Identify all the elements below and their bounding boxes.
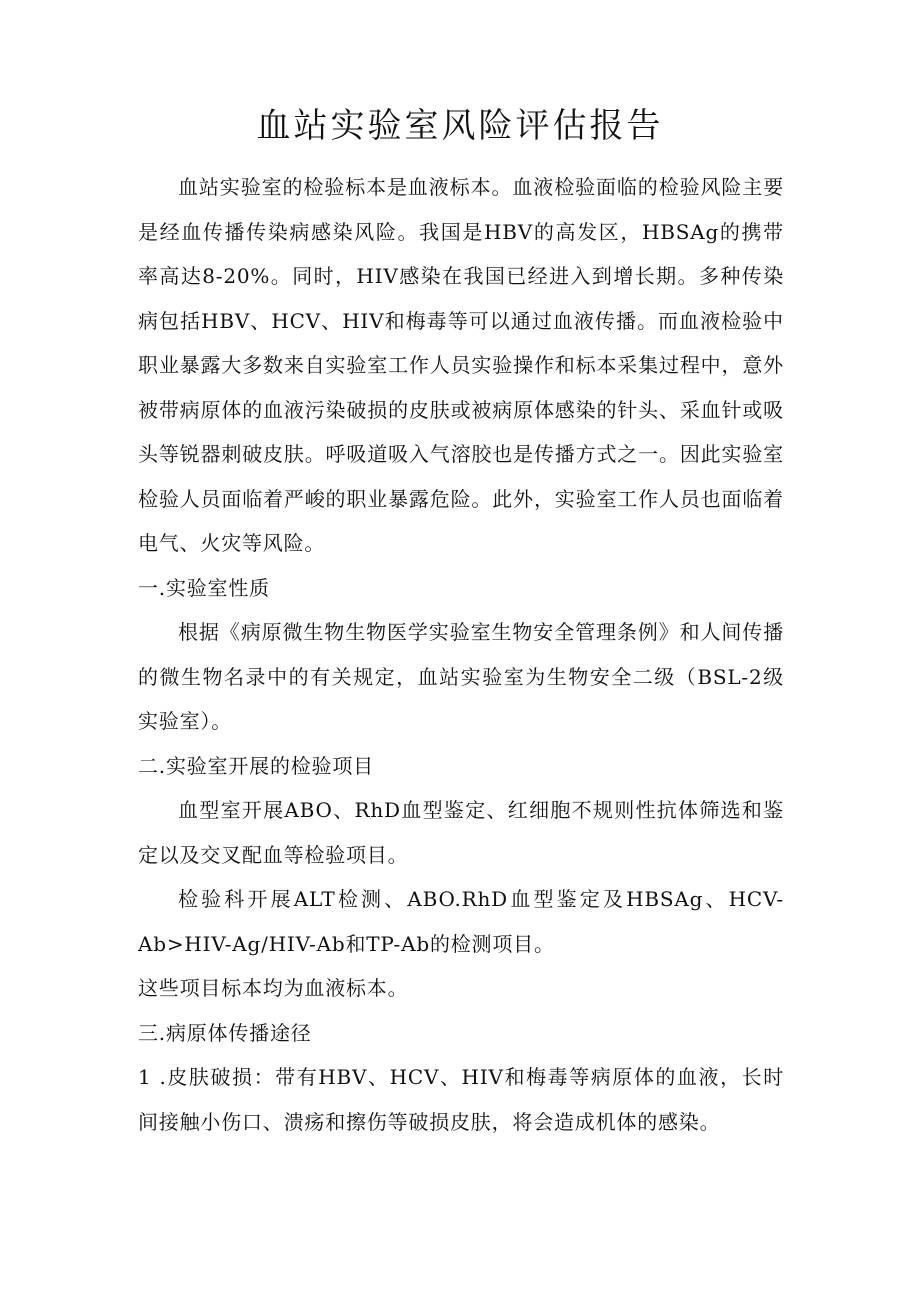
section-1-paragraph: 根据《病原微生物生物医学实验室生物安全管理条例》和人间传播的微生物名录中的有关规定，血站实验室为生物安全二级（BSL-2级实验室）。 [138,620,784,733]
document-title: 血站实验室风险评估报告 [256,106,664,146]
section-2-paragraph-1: 血型室开展ABO、RhD血型鉴定、红细胞不规则性抗体筛选和鉴定以及交叉配血等检验项目。 [138,798,784,867]
section-3-item-1: 1 .皮肤破损：带有HBV、HCV、HIV和梅毒等病原体的血液，长时间接触小伤口、溃疡和擦伤等破损皮肤，将会造成机体的感染。 [138,1065,784,1134]
document-body [138,165,784,1144]
section-2-heading: 二.实验室开展的检验项目 [138,753,374,778]
section-3-heading: 三.病原体传播途径 [138,1020,312,1045]
section-2-paragraph-3: 这些项目标本均为血液标本。 [138,976,409,1000]
section-2-paragraph-2: 检验科开展ALT检测、ABO.RhD血型鉴定及HBSAg、HCV-Ab>HIV-Ag/HIV-Ab和TP-Ab的检测项目。 [138,887,784,956]
intro-paragraph: 血站实验室的检验标本是血液标本。血液检验面临的检验风险主要是经血传播传染病感染风险。我国是HBV的高发区，HBSAg的携带率高达8-20%。同时，HIV感染在我国已经进入到增长期。多种传染病包括HBV、HCV、HIV和梅毒等可以通过血液传播。而血液检验中职业暴露大多数来自实验室工作人员实验操作和标本采集过程中，意外被带病原体的血液污染破损的皮肤或被病原体感染的针头、采血针或吸头等锐器刺破皮肤。呼吸道吸入气溶胶也是传播方式之一。因此实验室检验人员面临着严峻的职业暴露危险。此外，实验室工作人员也面临着电气、火灾等风险。 [138,175,784,555]
section-1-heading: 一.实验室性质 [138,575,270,600]
